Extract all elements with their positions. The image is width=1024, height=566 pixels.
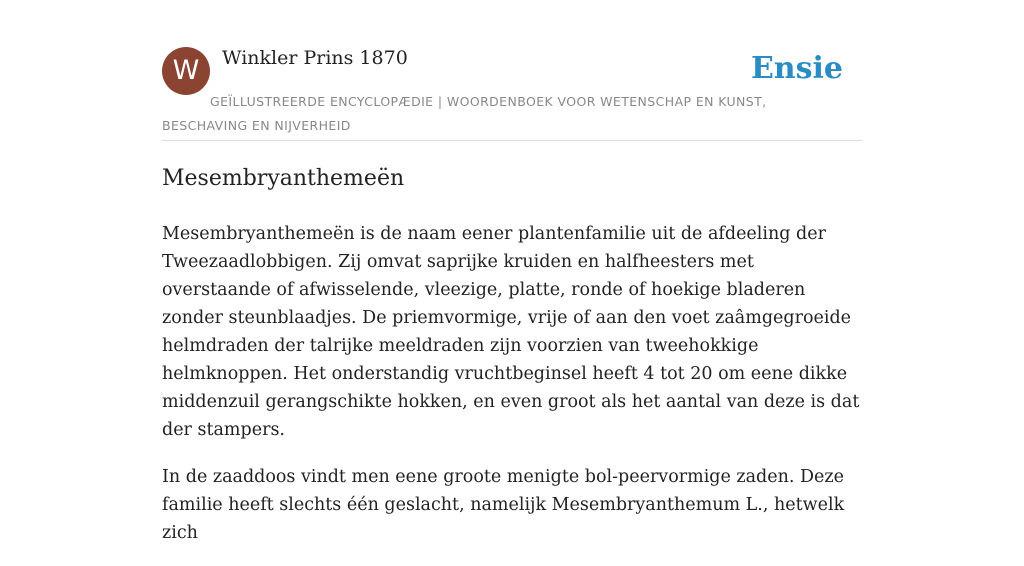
article-paragraph: In de zaaddoos vindt men eene groote menigte bol-peervormige zaden. Deze familie heeft slechts één geslacht, namelijk Mesembryanthemum L., hetwelk zich: [162, 467, 845, 543]
page-header: [162, 45, 862, 141]
article-body: [162, 163, 862, 566]
source-title-link[interactable]: Winkler Prins 1870: [222, 47, 408, 69]
article-title: Mesembryanthemeën: [162, 166, 405, 191]
article-paragraph: Mesembryanthemeën is de naam eener plantenfamilie uit de afdeeling der Tweezaadlobbigen. Zij omvat saprijke kruiden en halfheesters met overstaande of afwisselende, vleezige, platte, ronde of hoekige bladeren zonder steunblaadjes. De priemvormige, vrije of aan den voet zaâmgegroeide helmdraden der talrijke meeldraden zijn voorzien van tweehokkige helmknoppen. Het onderstandig vruchtbeginsel heeft 4 tot 20 om eene dikke middenzuil gerangschikte hokken, en even groot als het aantal van deze is dat der stampers.: [162, 224, 860, 440]
source-avatar[interactable]: W: [162, 47, 210, 95]
ensie-logo[interactable]: Ensie: [750, 51, 843, 86]
source-subtitle: GEÏLLUSTREERDE ENCYCLOPÆDIE | WOORDENBOEK VOOR WETENSCHAP EN KUNST, BESCHAVING EN NIJVERHEID: [162, 94, 767, 133]
